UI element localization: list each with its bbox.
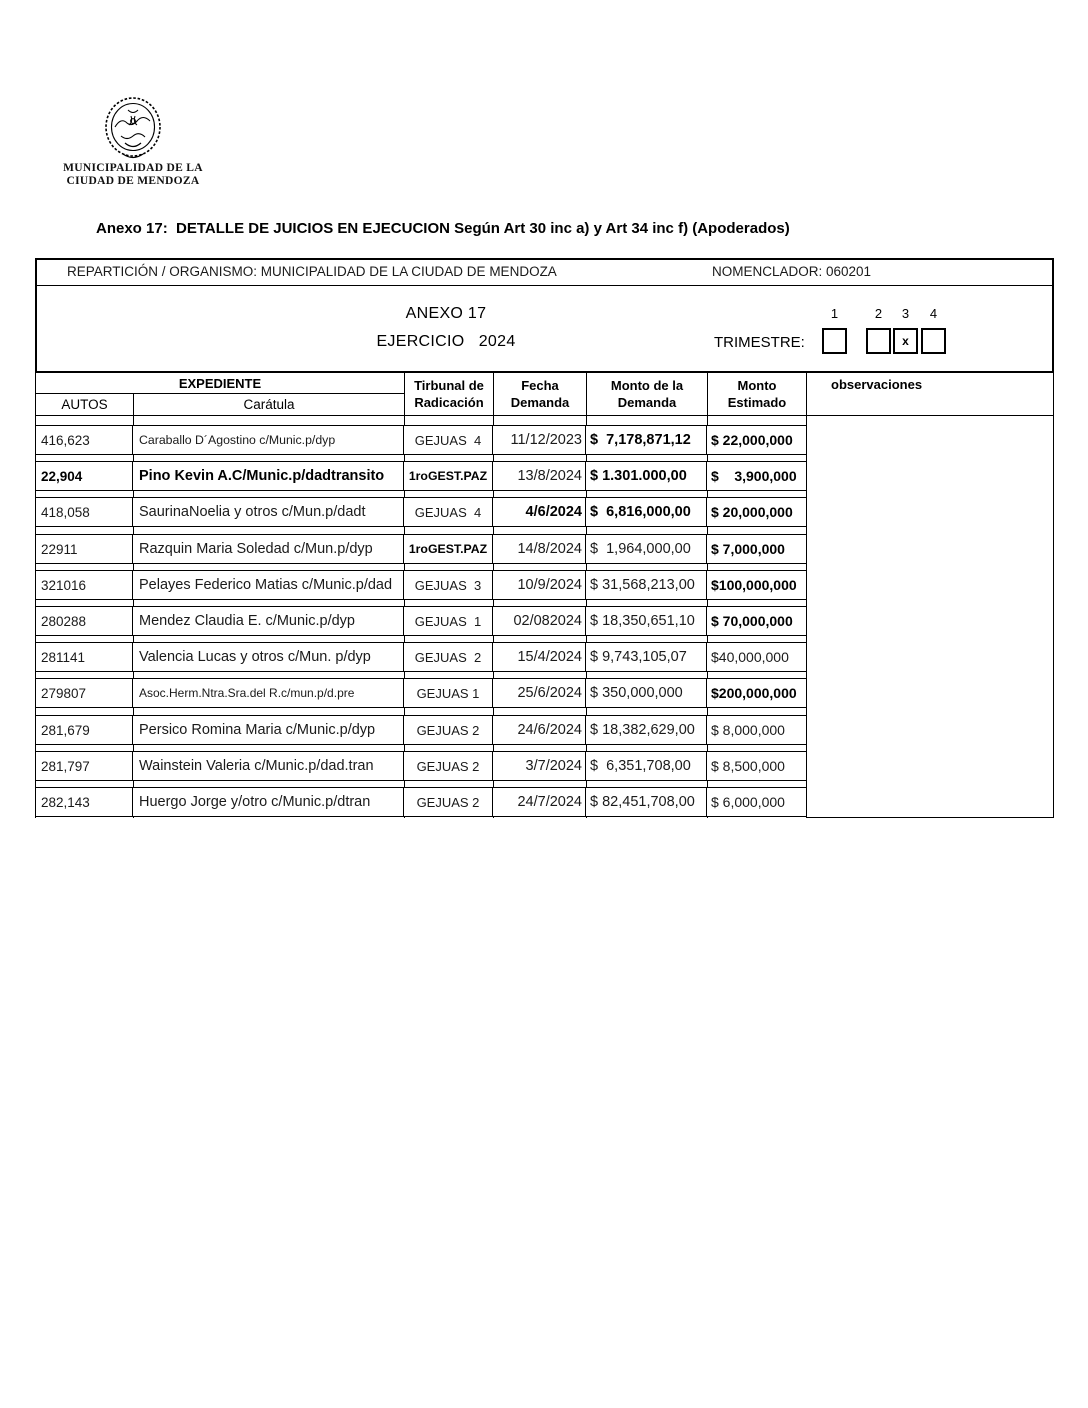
cell-fecha: 24/6/2024	[493, 716, 586, 744]
document-title: Anexo 17: DETALLE DE JUICIOS EN EJECUCION Según Art 30 inc a) y Art 34 inc f) (Apoderados)	[96, 220, 790, 237]
header-monto-demanda	[586, 372, 708, 416]
cell-fecha: 10/9/2024	[493, 571, 586, 599]
cell-tribunal: GEJUAS 1	[404, 679, 493, 707]
trimestre-number-3: 3	[901, 306, 910, 321]
cell-fecha: 15/4/2024	[493, 643, 586, 671]
cell-tribunal: GEJUAS 2	[404, 788, 493, 816]
cell-monto: $ 31,568,213,00	[586, 571, 707, 599]
cell-monto: $ 7,178,871,12	[586, 426, 707, 454]
header-fecha-line2: Demanda	[510, 395, 570, 410]
municipality-logo	[60, 96, 206, 188]
table-row	[35, 678, 807, 708]
cell-caratula: Asoc.Herm.Ntra.Sra.del R.c/mun.p/d.pre	[133, 679, 404, 707]
cell-tribunal: GEJUAS 2	[404, 716, 493, 744]
cell-estimado: $40,000,000	[711, 649, 789, 665]
logo-text-line1: MUNICIPALIDAD DE LA	[63, 162, 203, 174]
header-expediente: EXPEDIENTE	[35, 372, 405, 394]
header-caratula: Carátula	[133, 393, 405, 416]
cell-caratula: Valencia Lucas y otros c/Mun. p/dyp	[133, 643, 404, 671]
cell-monto: $ 1.301.000,00	[586, 462, 707, 490]
cell-fecha: 13/8/2024	[493, 462, 586, 490]
header-monto-line1: Monto de la	[610, 378, 684, 393]
cell-estimado: $ 20,000,000	[711, 504, 793, 520]
table-row	[35, 497, 807, 527]
trimestre-checkbox-1[interactable]	[822, 328, 847, 354]
cell-caratula: Pelayes Federico Matias c/Munic.p/dad	[133, 571, 404, 599]
cell-caratula: Persico Romina Maria c/Munic.p/dyp	[133, 716, 404, 744]
cell-autos: 279807	[36, 679, 133, 707]
cell-fecha: 02/082024	[493, 607, 586, 635]
cell-fecha: 3/7/2024	[493, 752, 586, 780]
cell-fecha: 24/7/2024	[493, 788, 586, 816]
header-estimado-line2: Estimado	[727, 395, 787, 410]
cell-autos: 22,904	[36, 462, 133, 490]
header-tribunal-line1: Tirbunal de	[414, 378, 484, 393]
ejercicio-label: EJERCICIO 2024	[376, 333, 516, 350]
cell-monto: $ 1,964,000,00	[586, 535, 707, 563]
table-row	[35, 461, 807, 491]
crest-icon	[101, 96, 165, 162]
trimestre-checkbox-4[interactable]	[921, 328, 946, 354]
cell-fecha: 25/6/2024	[493, 679, 586, 707]
cell-caratula: Huergo Jorge y/otro c/Munic.p/dtran	[133, 788, 404, 816]
cell-monto: $ 18,350,651,10	[586, 607, 707, 635]
header-observaciones: observaciones	[806, 372, 1054, 416]
header-estimado-line1: Monto	[737, 378, 777, 393]
cell-autos: 280288	[36, 607, 133, 635]
cell-estimado: $ 8,000,000	[711, 722, 785, 738]
cell-autos: 281,679	[36, 716, 133, 744]
header-autos: AUTOS	[35, 393, 134, 416]
nomenclador-label: NOMENCLADOR: 060201	[712, 264, 872, 279]
cell-caratula: Mendez Claudia E. c/Munic.p/dyp	[133, 607, 404, 635]
cell-caratula: Razquin Maria Soledad c/Mun.p/dyp	[133, 535, 404, 563]
cell-monto: $ 82,451,708,00	[586, 788, 707, 816]
cell-autos: 282,143	[36, 788, 133, 816]
cell-tribunal: GEJUAS 2	[404, 643, 493, 671]
cell-estimado: $ 6,000,000	[711, 794, 785, 810]
header-monto-estimado	[707, 372, 807, 416]
table-row	[35, 751, 807, 781]
anexo-label: ANEXO 17	[405, 305, 487, 322]
cell-tribunal: GEJUAS 1	[404, 607, 493, 635]
cell-autos: 281,797	[36, 752, 133, 780]
cell-monto: $ 6,816,000,00	[586, 498, 707, 526]
cell-estimado: $ 3,900,000	[711, 468, 797, 484]
cell-monto: $ 9,743,105,07	[586, 643, 707, 671]
cell-tribunal: GEJUAS 2	[404, 752, 493, 780]
header-fecha-line1: Fecha	[521, 378, 559, 393]
cell-caratula: Wainstein Valeria c/Munic.p/dad.tran	[133, 752, 404, 780]
cell-autos: 281141	[36, 643, 133, 671]
trimestre-label: TRIMESTRE:	[714, 334, 805, 351]
cell-autos: 418,058	[36, 498, 133, 526]
table-row	[35, 534, 807, 564]
cell-tribunal: GEJUAS 4	[404, 426, 493, 454]
cell-estimado: $ 8,500,000	[711, 758, 785, 774]
cell-autos: 416,623	[36, 426, 133, 454]
cell-estimado: $200,000,000	[711, 685, 797, 701]
cell-estimado: $ 22,000,000	[711, 432, 793, 448]
table-row	[35, 642, 807, 672]
cell-autos: 22911	[36, 535, 133, 563]
cell-fecha: 4/6/2024	[493, 498, 586, 526]
cell-monto: $ 6,351,708,00	[586, 752, 707, 780]
table-row	[35, 606, 807, 636]
cell-caratula: Pino Kevin A.C/Munic.p/dadtransito	[133, 462, 404, 490]
cell-monto: $ 350,000,000	[586, 679, 707, 707]
cell-tribunal: 1roGEST.PAZ	[404, 462, 493, 490]
header-tribunal-line2: Radicación	[414, 395, 484, 410]
cell-tribunal: GEJUAS 4	[404, 498, 493, 526]
cell-fecha: 11/12/2023	[493, 426, 586, 454]
table-row	[35, 787, 807, 817]
cell-caratula: Caraballo D´Agostino c/Munic.p/dyp	[133, 426, 404, 454]
anexo-block	[346, 304, 546, 352]
trimestre-number-4: 4	[929, 306, 938, 321]
header-fecha	[493, 372, 587, 416]
cell-autos: 321016	[36, 571, 133, 599]
cell-estimado: $100,000,000	[711, 577, 797, 593]
cell-monto: $ 18,382,629,00	[586, 716, 707, 744]
header-tribunal	[404, 372, 494, 416]
cell-tribunal: GEJUAS 3	[404, 571, 493, 599]
trimestre-number-1: 1	[830, 306, 839, 321]
form-header-box	[35, 258, 1054, 373]
table-row	[35, 425, 807, 455]
cell-estimado: $ 7,000,000	[711, 541, 785, 557]
trimestre-number-2: 2	[874, 306, 883, 321]
table-row	[35, 570, 807, 600]
cell-tribunal: 1roGEST.PAZ	[404, 535, 493, 563]
reparticion-label: REPARTICIÓN / ORGANISMO: MUNICIPALIDAD DE LA CIUDAD DE MENDOZA	[67, 264, 557, 279]
cell-estimado: $ 70,000,000	[711, 613, 793, 629]
table-row	[35, 715, 807, 745]
trimestre-checkbox-2[interactable]	[866, 328, 891, 354]
logo-text-line2: CIUDAD DE MENDOZA	[66, 175, 200, 187]
header-monto-line2: Demanda	[617, 395, 677, 410]
cell-caratula: SaurinaNoelia y otros c/Mun.p/dadt	[133, 498, 404, 526]
cell-fecha: 14/8/2024	[493, 535, 586, 563]
trimestre-checkbox-3[interactable]: x	[893, 328, 918, 354]
reparticion-row	[37, 260, 1052, 286]
observaciones-empty-cell	[806, 415, 1054, 818]
